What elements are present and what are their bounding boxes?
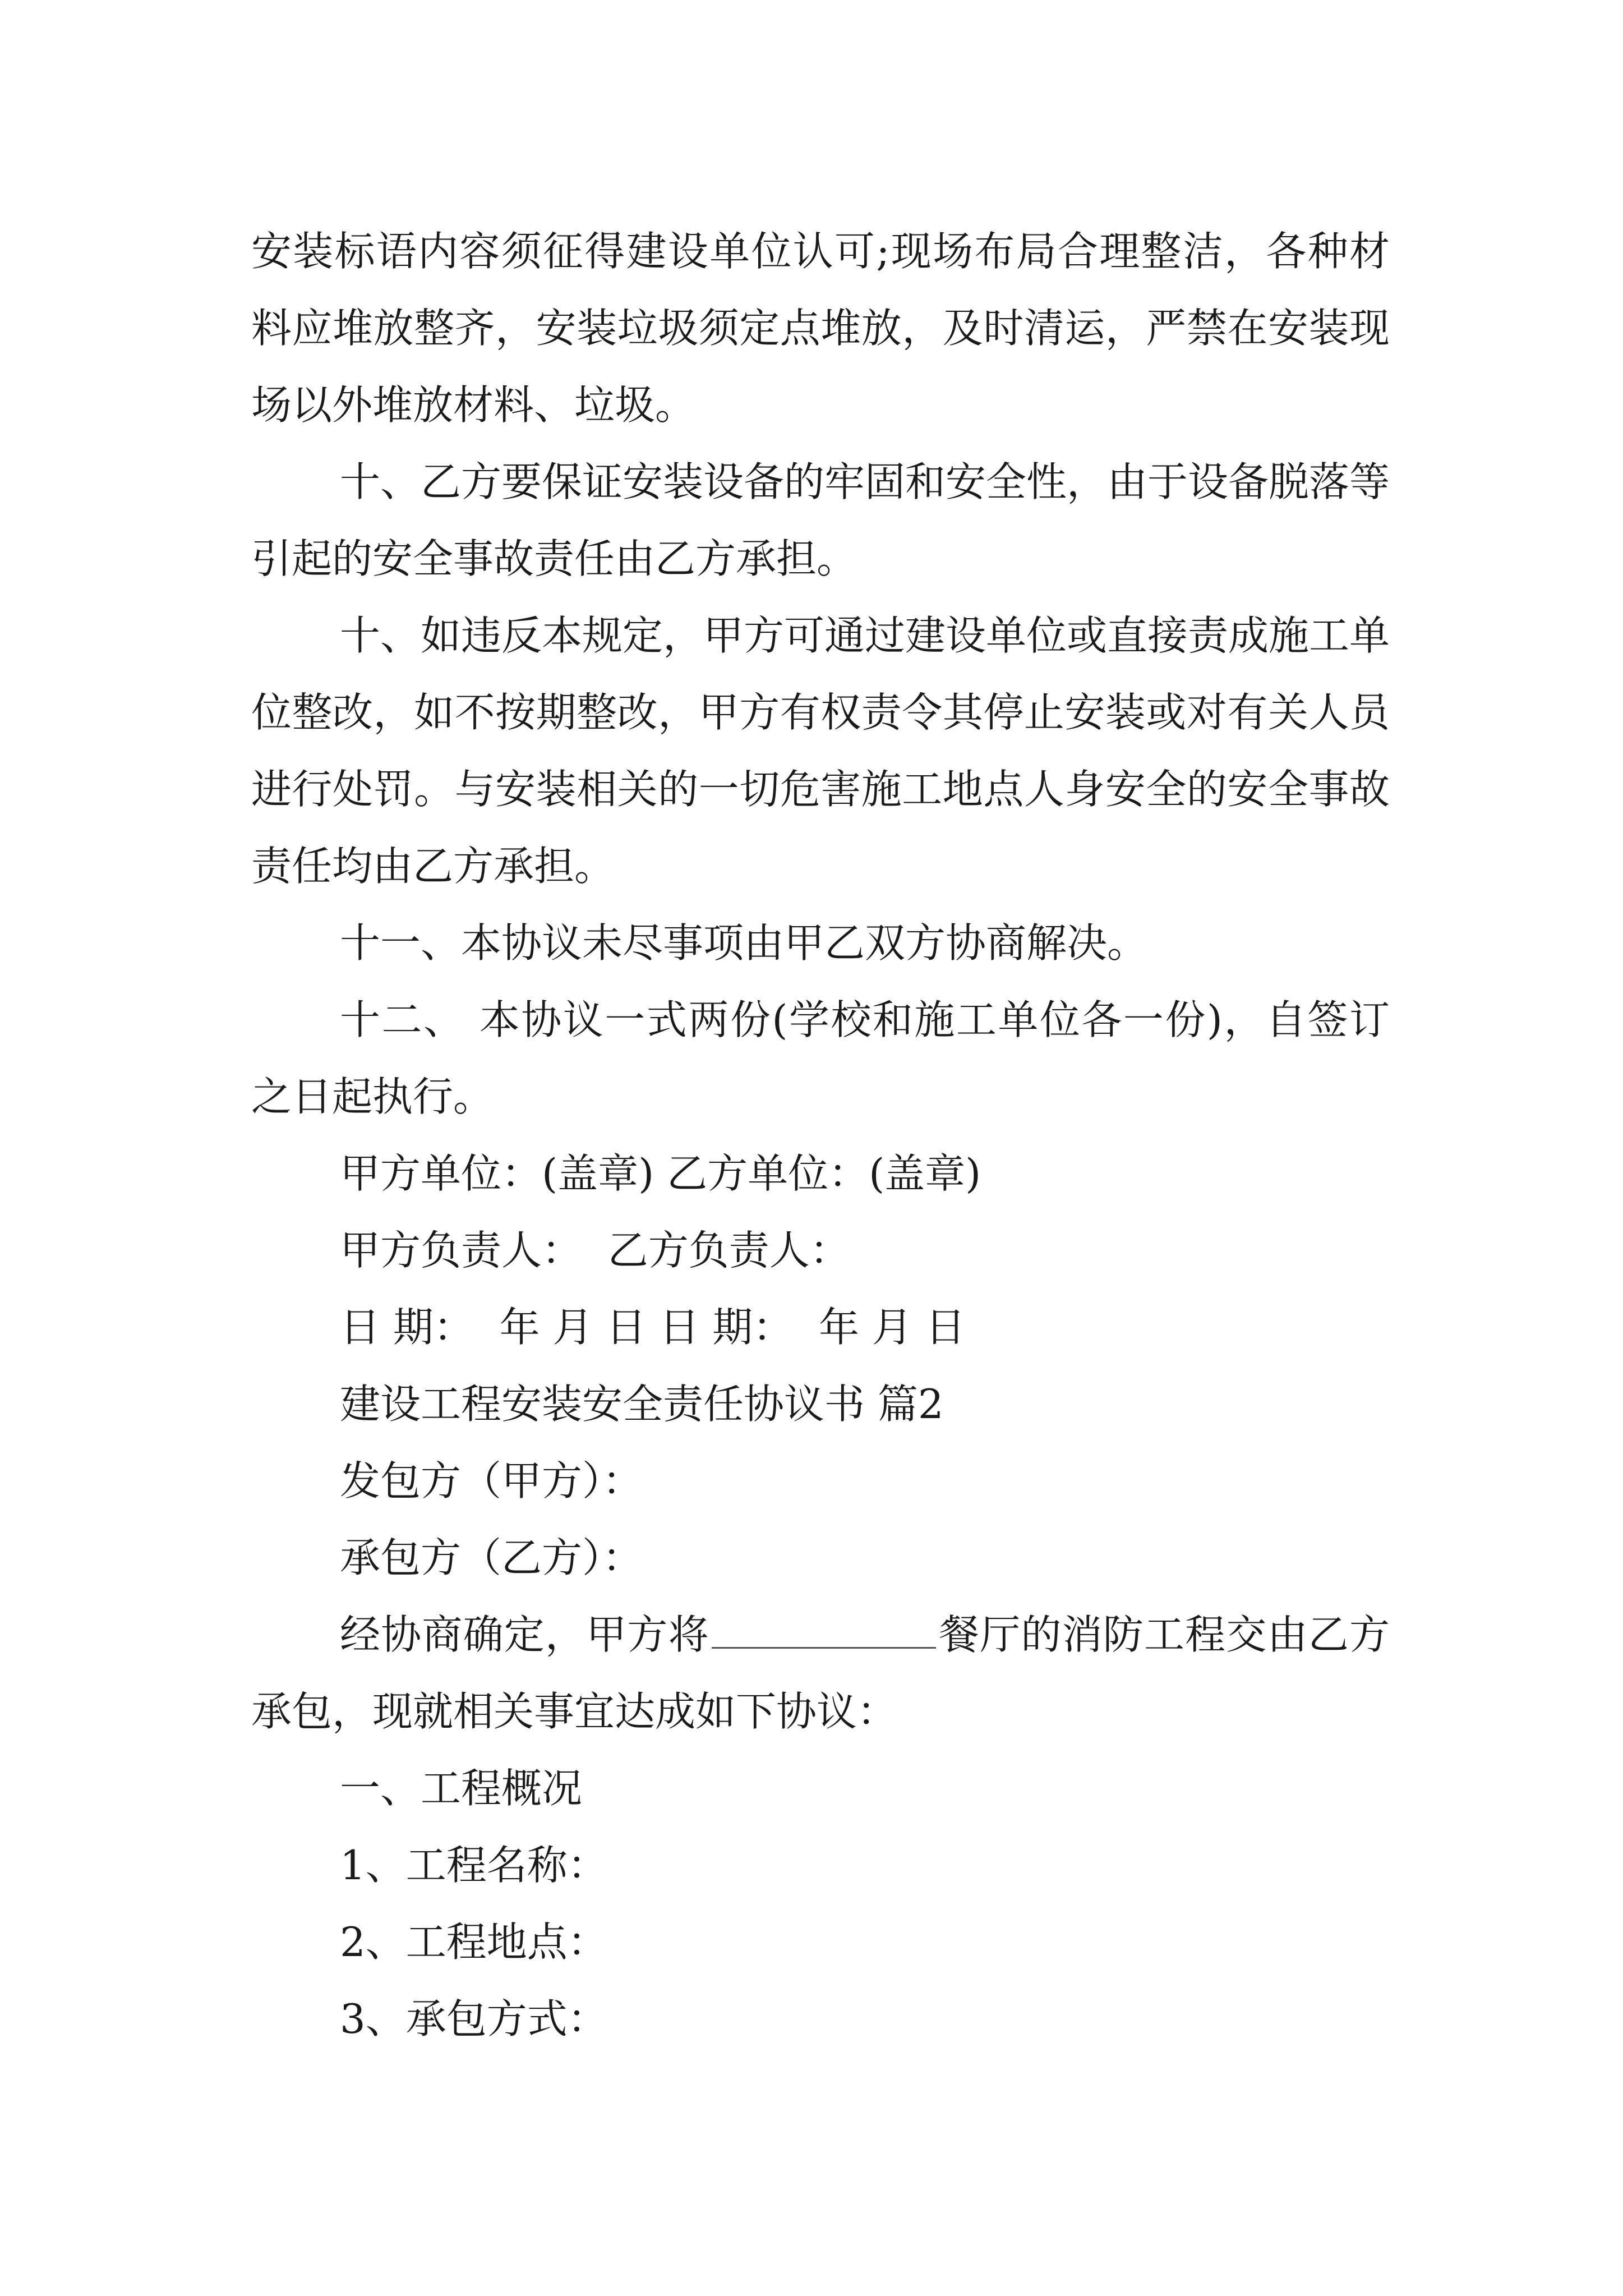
section-heading-overview: 一、工程概况 <box>340 1765 583 1812</box>
agreement-intro-end: 餐厅的消防工程交由乙方承包，现就相关事宜达成如下协议： <box>251 1611 1390 1735</box>
signature-persons: 甲方负责人： 乙方负责人： <box>340 1227 850 1274</box>
party-b-label: 承包方（乙方）： <box>340 1534 643 1581</box>
signature-dates: 日 期： 年 月 日 日 期： 年 月 日 <box>340 1304 966 1351</box>
paragraph-clause-11: 十一、本协议未尽事项由甲乙双方协商解决。 <box>340 919 1148 967</box>
item-project-location: 2、工程地点： <box>340 1918 608 1966</box>
item-contract-method: 3、承包方式： <box>340 1995 608 2042</box>
paragraph-clause-12: 十二、 本协议一式两份(学校和施工单位各一份)，自签订之日起执行。 <box>251 996 1390 1120</box>
paragraph-site-rules: 安装标语内容须征得建设单位认可;现场布局合理整洁，各种材料应堆放整齐，安装垃圾须定点堆放，及时清运，严禁在安装现场以外堆放材料、垃圾。 <box>251 228 1390 429</box>
signature-units: 甲方单位：(盖章) 乙方单位：(盖章) <box>340 1150 981 1197</box>
fill-in-blank <box>712 1612 936 1649</box>
party-a-label: 发包方（甲方）： <box>340 1457 643 1504</box>
section-title-part2: 建设工程安装安全责任协议书 篇2 <box>340 1381 944 1428</box>
item-project-name: 1、工程名称： <box>340 1842 608 1889</box>
agreement-intro-start: 经协商确定，甲方将 <box>340 1611 709 1658</box>
document-body <box>251 213 1390 2058</box>
paragraph-clause-10-equipment: 十、乙方要保证安装设备的牢固和安全性，由于设备脱落等引起的安全事故责任由乙方承担。 <box>251 458 1390 582</box>
paragraph-agreement-intro <box>251 1596 1390 1750</box>
paragraph-clause-10-violation: 十、如违反本规定，甲方可通过建设单位或直接责成施工单位整改，如不按期整改，甲方有权责令其停止安装或对有关人员进行处罚。与安装相关的一切危害施工地点人身安全的安全事故责任均由乙方承担。 <box>251 612 1390 890</box>
